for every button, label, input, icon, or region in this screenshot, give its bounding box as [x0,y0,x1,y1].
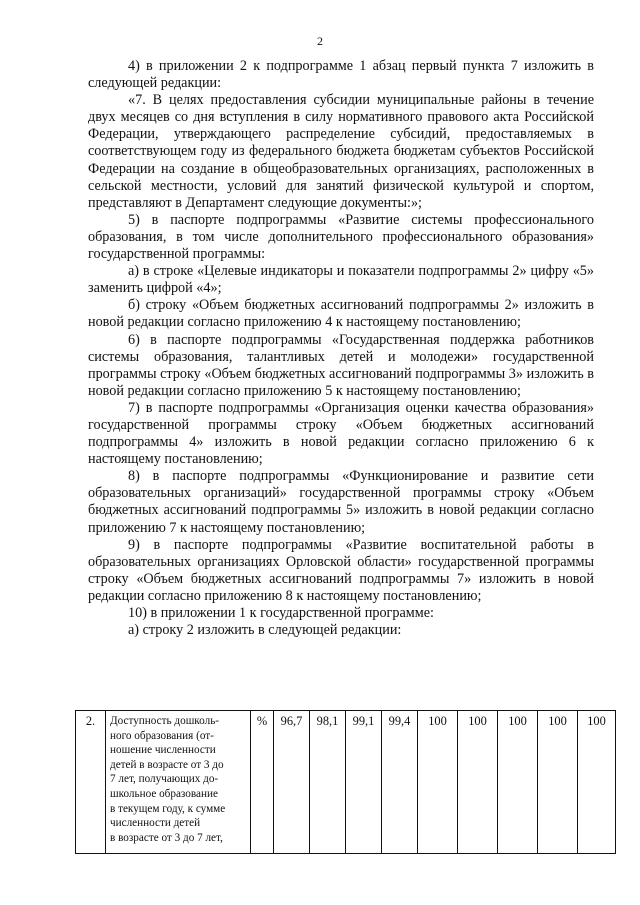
value-cell: 100 [578,711,616,854]
value-cell: 99,4 [382,711,418,854]
value-cell: 100 [498,711,538,854]
description-line: в текущем году, к сумме [110,802,226,815]
table-row [76,711,616,854]
paragraph-item-10: 10) в приложении 1 к государственной программе: [128,605,434,621]
description-line: школьное образование [110,787,218,800]
value-cell: 96,7 [274,711,310,854]
indicator-description-cell [106,711,251,854]
paragraph-item-7: 7) в паспорте подпрограммы «Организация оценки качества образования» государственной программы строку «Объем бюджетных ассигнований подпрограммы 4» изложить в новой редакции согласно приложению 6 к настоящему постановлению; [88,399,594,468]
description-line: численности детей [110,817,201,830]
description-line: 7 лет, получающих до- [110,773,219,786]
paragraph-item-10a: а) строку 2 изложить в следующей редакции: [128,622,402,639]
value-cell: 100 [538,711,578,854]
indicator-table [75,710,616,854]
paragraph-item-6: 6) в паспорте подпрограммы «Государственная поддержка работников системы образования, талантливых детей и молодежи» государственной программы строку «Объем бюджетных ассигнований подпрограммы 3» изложить в новой редакции согласно приложению 5 к настоящему постановлению; [88,331,594,399]
paragraph-quoted-clause-7: «7. В целях предоставления субсидии муниципальные районы в течение двух месяцев со дня вступления в силу нормативного правового акта Российской Федерации, утверждающего распределение субсидий, предоставляемых в соответствующем году из федерального бюджета бюджетам субъектов Российской Федерации на создание в общеобразовательных организациях, расположенных в сельской местности, условий для занятий физической культурой и спортом, представляют в Департамент следующие документы:»; [88,92,594,211]
value-cell: 100 [458,711,498,854]
value-cell: 98,1 [310,711,346,854]
page-number: 2 [317,34,323,48]
paragraph-item-8: 8) в паспорте подпрограммы «Функционирование и развитие сети образовательных организаций» государственной программы строку «Объем бюджетных ассигнований подпрограммы 5» изложить в новой редакции согласно приложению 7 к настоящему постановлению; [88,468,594,536]
row-number-cell: 2. [76,711,106,854]
paragraph-item-5: 5) в паспорте подпрограммы «Развитие системы профессионального образования, в том числе дополнительного профессионального образования» государственной программы: [88,211,594,263]
value-cell: 99,1 [346,711,382,854]
description-line: детей в возрасте от 3 до [110,758,224,771]
description-line: Доступность дошколь- [110,715,220,727]
paragraph-item-9: 9) в паспорте подпрограммы «Развитие воспитательной работы в образовательных организациях Орловской области» государственной программы строку «Объем бюджетных ассигнований подпрограммы 7» изложить в новой редакции согласно приложению 8 к настоящему постановлению; [88,536,594,604]
document-body [88,58,594,639]
description-line: в возрасте от 3 до 7 лет, [110,831,223,844]
unit-cell: % [251,711,274,854]
description-line: ношение численности [110,744,216,757]
value-cell: 100 [418,711,458,854]
paragraph-item-4: 4) в приложении 2 к подпрограмме 1 абзац первый пункта 7 изложить в следующей редакции: [88,58,594,92]
paragraph-item-5b: б) строку «Объем бюджетных ассигнований подпрограммы 2» изложить в новой редакции согласно приложению 4 к настоящему постановлению; [88,297,594,331]
paragraph-item-5a: а) в строке «Целевые индикаторы и показатели подпрограммы 2» цифру «5» заменить цифрой «4»; [88,263,594,297]
description-line: ного образования (от- [110,729,214,742]
